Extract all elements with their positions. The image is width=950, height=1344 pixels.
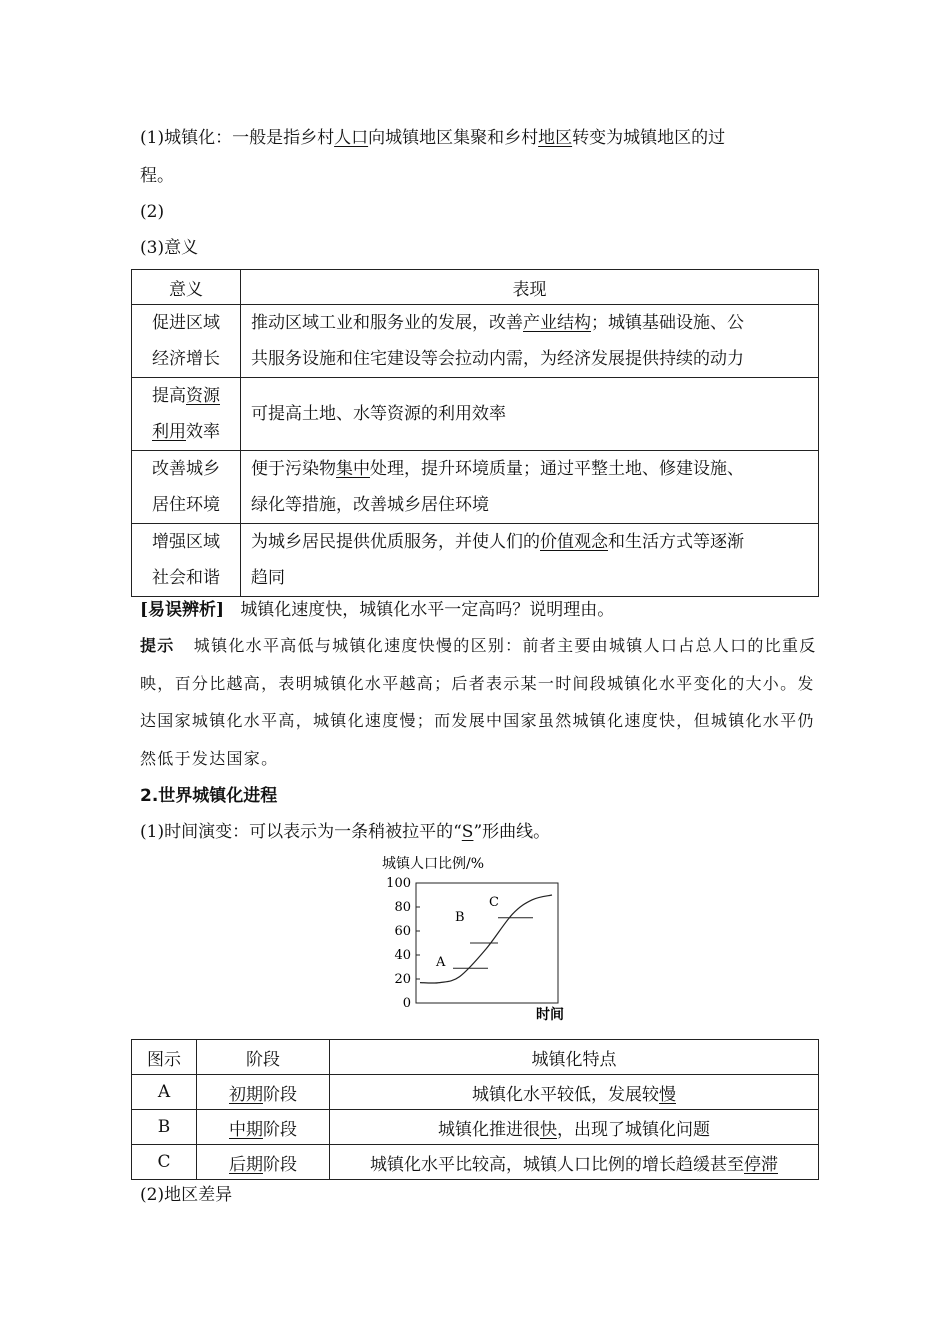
item-3-heading: (3)意义 — [140, 238, 199, 258]
header-cell: 阶段 — [197, 1040, 330, 1075]
table-header-row — [132, 1040, 819, 1075]
row-key: 促进区域 经济增长 — [132, 305, 241, 378]
y-axis-label: 城镇人口比例/% — [382, 856, 485, 872]
row-figure: A — [132, 1075, 197, 1110]
table-row — [132, 305, 819, 378]
row-figure: C — [132, 1145, 197, 1180]
row-key: 增强区域 社会和谐 — [132, 524, 241, 597]
table-row — [132, 1075, 819, 1110]
row-value: 便于污染物集中处理，提升环境质量；通过平整土地、修建设施、 绿化等措施，改善城乡居住环境 — [241, 451, 819, 524]
x-axis-label: 时间 — [536, 1007, 564, 1023]
row-value: 可提高土地、水等资源的利用效率 — [241, 378, 819, 451]
row-key: 改善城乡 居住环境 — [132, 451, 241, 524]
definition-line-1: (1)城镇化：一般是指乡村人口向城镇地区集聚和乡村地区转变为城镇地区的过 — [140, 128, 726, 148]
y-tick-label: 60 — [394, 924, 411, 939]
row-stage: 后期阶段 — [197, 1145, 330, 1180]
row-value: 推动区域工业和服务业的发展，改善产业结构；城镇基础设施、公 共服务设施和住宅建设等会拉动内需，为经济发展提供持续的动力 — [241, 305, 819, 378]
mistake-label: [易误辨析] — [140, 600, 225, 620]
tip-paragraph — [140, 627, 820, 777]
header-cell: 表现 — [241, 270, 819, 305]
header-cell: 意义 — [132, 270, 241, 305]
y-tick-label: 20 — [394, 972, 411, 987]
row-stage: 初期阶段 — [197, 1075, 330, 1110]
row-key: 提高资源 利用效率 — [132, 378, 241, 451]
table-row — [132, 451, 819, 524]
stage-label-c: C — [489, 894, 499, 910]
table-row — [132, 378, 819, 451]
table-row — [132, 524, 819, 597]
tip-text: 城镇化水平高低与城镇化速度快慢的区别：前者主要由城镇人口占总人口的比重反映，百分比越高，表明城镇化水平越高；后者表示某一时间段城镇化水平变化的大小。发达国家城镇化水平高，城镇化速度慢；而发展中国家虽然城镇化速度快，但城镇化水平仍然低于发达国家。 — [140, 636, 817, 768]
header-cell: 城镇化特点 — [330, 1040, 819, 1075]
regional-difference-heading: (2)地区差异 — [140, 1185, 233, 1205]
stage-label-b: B — [455, 910, 465, 925]
y-tick-label: 0 — [402, 996, 411, 1011]
section-2-heading: 2.世界城镇化进程 — [140, 786, 278, 806]
y-tick-label: 40 — [394, 948, 411, 963]
table-header-row — [132, 270, 819, 305]
row-feature: 城镇化水平较低，发展较慢 — [330, 1075, 819, 1110]
significance-table — [131, 269, 819, 597]
stage-label-a: A — [436, 955, 446, 971]
row-figure: B — [132, 1110, 197, 1145]
definition-line-2: 程。 — [140, 166, 174, 186]
tip-label: 提示 — [140, 636, 175, 655]
stage-table — [131, 1039, 819, 1180]
row-feature: 城镇化水平比较高，城镇人口比例的增长趋缓甚至停滞 — [330, 1145, 819, 1180]
row-value: 为城乡居民提供优质服务，并使人们的价值观念和生活方式等逐渐 趋同 — [241, 524, 819, 597]
table-row — [132, 1110, 819, 1145]
row-stage: 中期阶段 — [197, 1110, 330, 1145]
table-row — [132, 1145, 819, 1180]
time-evolution-line: (1)时间演变：可以表示为一条稍被拉平的“S”形曲线。 — [140, 822, 551, 842]
y-tick-label: 100 — [386, 876, 411, 891]
header-cell: 图示 — [132, 1040, 197, 1075]
item-2: (2) — [140, 202, 165, 222]
y-tick-label: 80 — [394, 900, 411, 915]
mistake-analysis — [140, 598, 614, 622]
mistake-question: 城镇化速度快，城镇化水平一定高吗？说明理由。 — [240, 600, 615, 620]
row-feature: 城镇化推进很快，出现了城镇化问题 — [330, 1110, 819, 1145]
urbanization-s-curve-chart — [378, 853, 578, 1023]
